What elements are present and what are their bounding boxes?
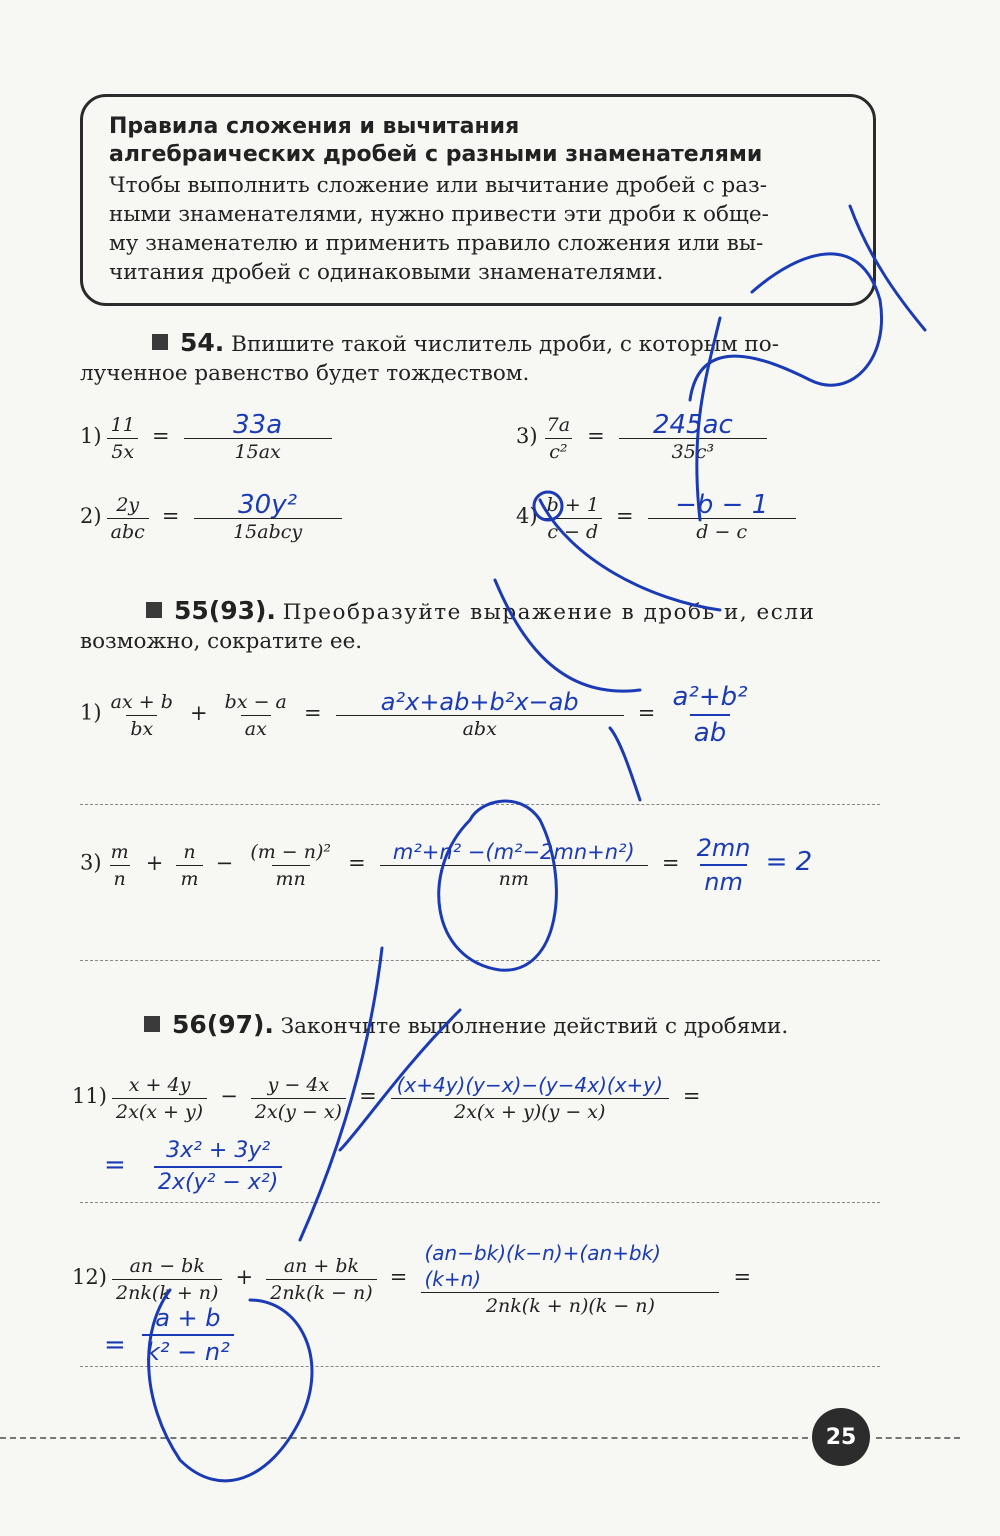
exercise-55-1: 1) $\frac{ax + b}{bx}$ + $\frac{bx - a}{ax}$ = $\frac{\text{a²x+ab+b²x−ab}}{\text{abx}}$ = $\frac{\text{a²+b²}}{ab}$ xyxy=(80,680,752,750)
rule-title-line1: Правила сложения и вычитания xyxy=(109,114,520,139)
item-label: 11) xyxy=(72,1084,107,1108)
writing-line xyxy=(80,804,880,805)
task-55-heading xyxy=(80,596,880,656)
answer-fraction[interactable]: $\frac{\text{m²+n² −(m²−2mn+n²)}}{nm}$ xyxy=(379,839,649,892)
fraction: $\frac{2y}{\text{abc}}$ xyxy=(107,492,149,545)
handwritten-result: $\frac{\text{a²+b²}}{ab}$ xyxy=(672,682,748,748)
exercise-56-11: 11) $\frac{x + 4y}{2x(x + y)}$ − $\frac{y - 4x}{2x(y - x)}$ = $\frac{(x+4y)(y-x)-(y-4x)(x+y)}{2x(x + y)(y - x)}$ = xyxy=(72,1073,701,1123)
exercise-55-3: 3) $\frac{m}{n}$ + $\frac{n}{m}$ − $\frac{\text{(m − n)²}}{mn}$ = $\frac{\text{m²+n² −(m²−2mn+n²)}}{nm}$ = $\frac{2mn}{nm}$ = 2 xyxy=(80,834,813,896)
writing-line xyxy=(80,1202,880,1203)
rule-text-line4: читания дробей с одинаковыми знаменателями. xyxy=(109,260,664,285)
handwritten-equals: = xyxy=(104,1330,126,1360)
exercise-56-12: 12) $\frac{an - bk}{2nk(k + n)}$ + $\frac{an + bk}{2nk(k - n)}$ = $\frac{(an-bk)(k-n)+(an+bk)(k+n)}{2nk(k + n)(k - n)}$ = xyxy=(72,1241,752,1317)
answer-fraction[interactable]: $\frac{-b - 1}{d - c}$ xyxy=(647,492,797,545)
answer-fraction[interactable]: $\frac{245ac}{\text{35c³}}$ xyxy=(618,412,768,465)
item-label: 3) xyxy=(80,850,102,875)
item-label: 3) xyxy=(516,424,538,448)
item-label: 12) xyxy=(72,1265,107,1289)
fraction: $\frac{11}{5x}$ xyxy=(107,412,139,465)
footer-line xyxy=(876,1437,960,1439)
handwritten-result: $\frac{2mn}{nm}$ xyxy=(696,834,751,896)
footer-line xyxy=(0,1437,808,1439)
writing-line xyxy=(80,960,880,961)
item-label: 1) xyxy=(80,424,102,448)
task-54-heading xyxy=(80,328,880,388)
task-number: 55(93). xyxy=(174,596,276,625)
rule-title-line2: алгебраических дробей с разными знаменателями xyxy=(109,142,763,167)
exercise-54-2: 2) $\frac{2y}{\text{abc}}$ = $\frac{\text{30y²}}{\text{15abcy}}$ xyxy=(80,492,343,545)
exercise-54-1: 1) $\frac{11}{5x}$ = $\frac{33a}{15ax}$ xyxy=(80,412,333,465)
item-label: 2) xyxy=(80,504,102,528)
rule-box xyxy=(80,94,876,306)
task-text-line1: Преобразуйте выражение в дробь и, если xyxy=(282,600,816,625)
exercise-54-3: 3) $\frac{7a}{\text{c²}}$ = $\frac{245ac}{\text{35c³}}$ xyxy=(516,412,768,465)
handwritten-final: = 2 xyxy=(765,846,813,877)
task-text: Закончите выполнение действий с дробями. xyxy=(280,1014,789,1039)
rule-text-line3: му знаменателю и применить правило сложения или вы- xyxy=(109,231,764,256)
answer-fraction[interactable]: $\frac{33a}{15ax}$ xyxy=(183,412,333,465)
handwritten-result-12: $\frac{a + b}{\text{k² − n²}}$ xyxy=(142,1302,234,1368)
rule-text-line2: ными знаменателями, нужно привести эти дроби к обще- xyxy=(109,202,769,227)
answer-fraction[interactable]: $\frac{(an-bk)(k-n)+(an+bk)(k+n)}{2nk(k + n)(k - n)}$ xyxy=(420,1240,720,1319)
task-text-line1: Впишите такой числитель дроби, с которым по- xyxy=(231,332,779,357)
page-number: 25 xyxy=(812,1408,870,1466)
item-label: 1) xyxy=(80,700,102,725)
task-marker-icon xyxy=(152,334,168,350)
exercise-54-4: 4) $\frac{b + 1}{c - d}$ = $\frac{-b - 1}{d - c}$ xyxy=(516,492,797,545)
item-label: 4) xyxy=(516,504,538,528)
task-text-line2: возможно, сократите ее. xyxy=(80,629,363,654)
handwritten-equals: = xyxy=(104,1150,126,1180)
task-marker-icon xyxy=(146,602,162,618)
task-number: 54. xyxy=(180,328,225,357)
fraction: $\frac{b + 1}{c - d}$ xyxy=(543,492,603,545)
handwritten-result-11: $\frac{\text{3x² + 3y²}}{\text{2x(y² − x²)}}$ xyxy=(154,1136,282,1198)
task-number: 56(97). xyxy=(172,1010,274,1039)
answer-fraction[interactable]: $\frac{\text{30y²}}{\text{15abcy}}$ xyxy=(193,492,343,545)
task-marker-icon xyxy=(144,1016,160,1032)
task-text-line2: лученное равенство будет тождеством. xyxy=(80,361,530,386)
task-56-heading xyxy=(80,1010,880,1041)
writing-line xyxy=(80,1366,880,1367)
answer-fraction[interactable]: $\frac{\text{a²x+ab+b²x−ab}}{\text{abx}}$ xyxy=(335,689,625,742)
answer-fraction[interactable]: $\frac{(x+4y)(y-x)-(y-4x)(x+y)}{2x(x + y)(y - x)}$ xyxy=(390,1072,670,1125)
fraction: $\frac{7a}{\text{c²}}$ xyxy=(546,414,571,463)
rule-text-line1: Чтобы выполнить сложение или вычитание дробей с раз- xyxy=(109,173,768,198)
